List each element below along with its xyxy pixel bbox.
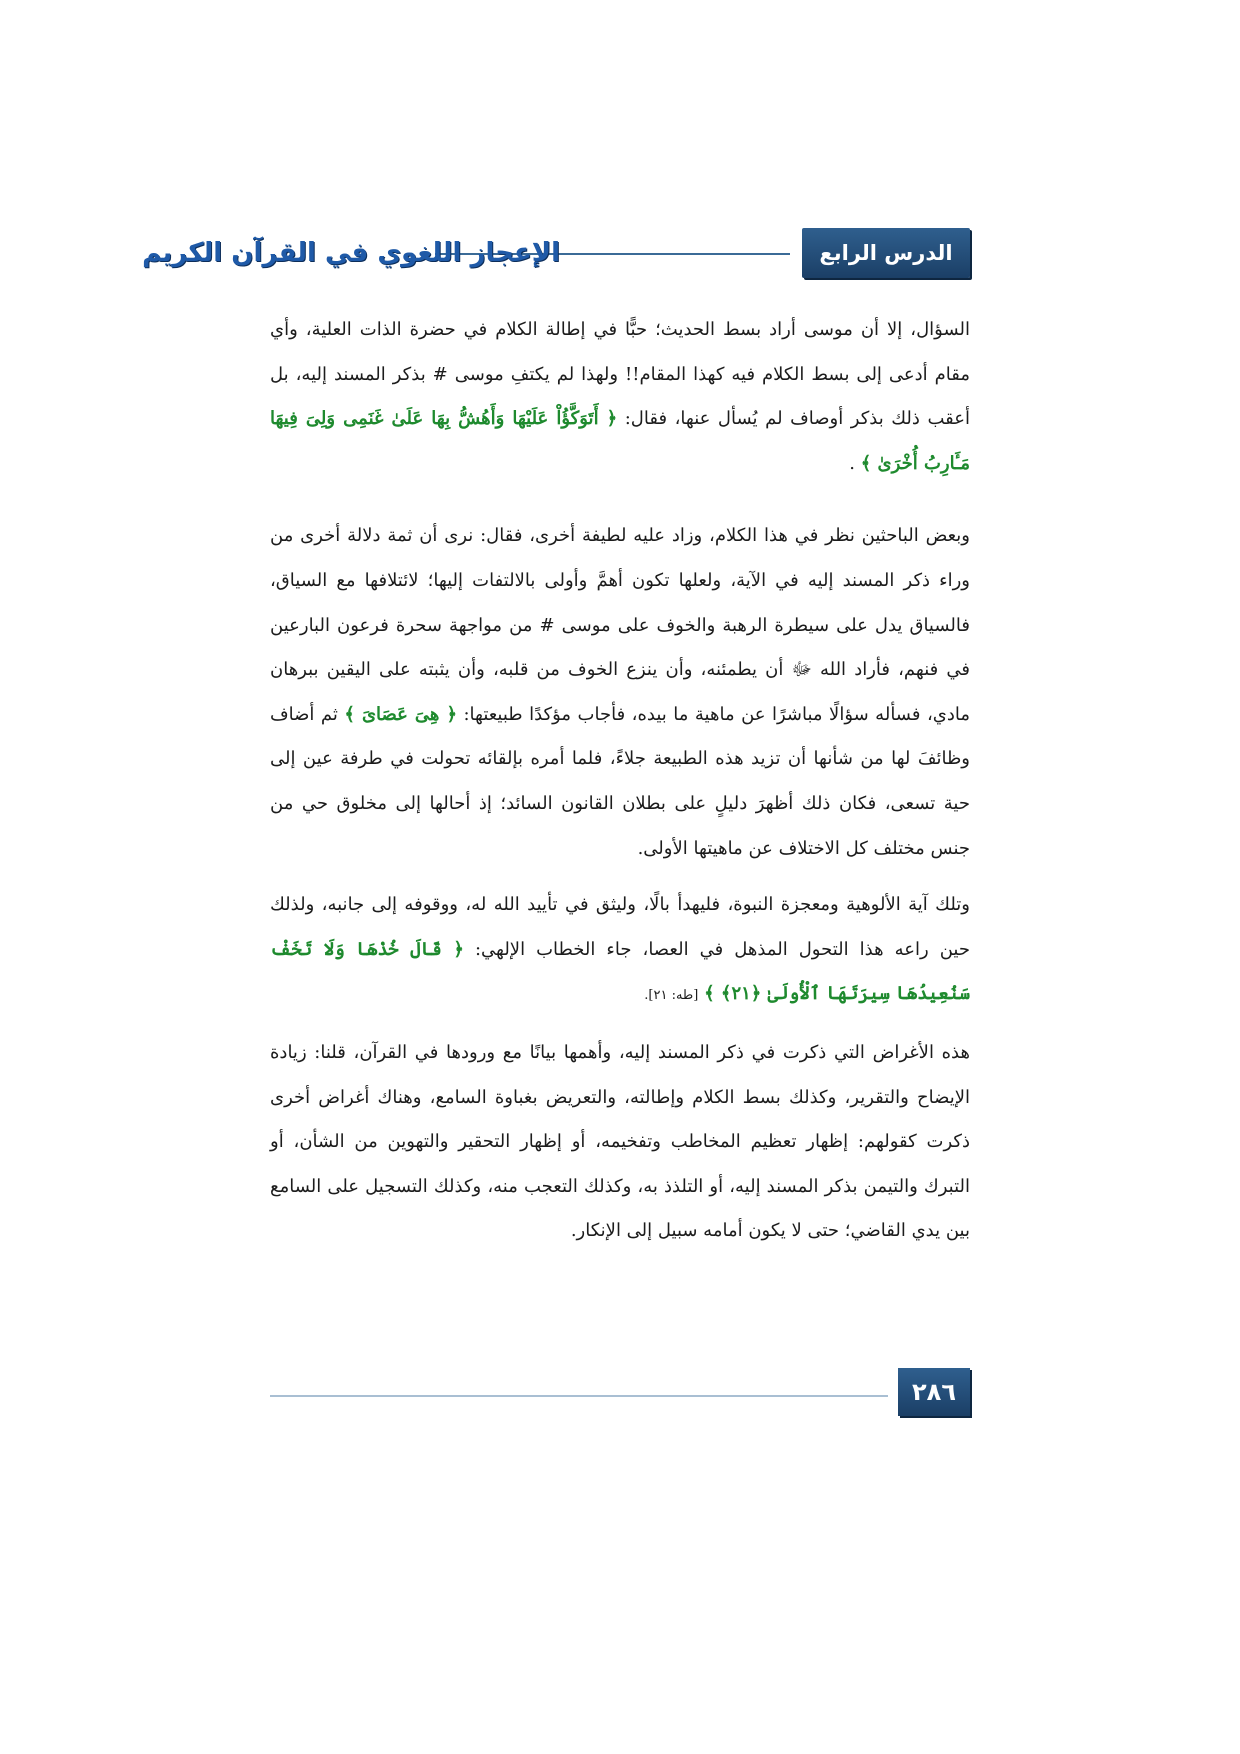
paragraph-3-text: وتلك آية الألوهية ومعجزة النبوة، فليهدأ بالًا، وليثق في تأييد الله له، ووقوفه إلى جانبه، ولذلك حين راعه هذا التحول المذهل في العصا، جاء الخطاب الإلهي:: [270, 894, 970, 960]
page-content: [270, 308, 970, 1254]
book-title: الإعجاز اللغوي في القرآن الكريم: [142, 238, 560, 268]
quran-verse-1: ﴿ أَتَوَكَّؤُاْ عَلَيْهَا وَأَهُشُّ بِهَا عَلَىٰ غَنَمِى وَلِىَ فِيهَا مَـَٔارِبُ أُخْرَىٰ ﴾: [270, 408, 970, 474]
page-footer: [270, 1368, 970, 1418]
paragraph-2: [270, 514, 970, 871]
quran-verse-3: ﴿ قَالَ خُذْهَا وَلَا تَخَفْ سَنُعِيدُهَا سِيرَتَهَا ٱلْأُولَىٰ ﴿٢١﴾ ﴾: [270, 938, 970, 1005]
lesson-label-box: [802, 228, 970, 315]
paragraph-4-text: هذه الأغراض التي ذكرت في ذكر المسند إليه، وأهمها بيانًا مع ورودها في القرآن، قلنا: زيادة الإيضاح والتقرير، وكذلك بسط الكلام وإطالته، والتعريض بغباوة السامع، وهناك أغراض أخرى ذكرت كقولهم: إظهار تعظيم المخاطب وتفخيمه، أو إظهار التحقير والتهوين من الشأن، أو التبرك والتيمن بذكر المسند إليه، أو التلذذ به، وكذلك التعجب منه، وكذلك التسجيل على السامع بين يدي القاضي؛ حتى لا يكون أمامه سبيل إلى الإنكار.: [270, 1041, 970, 1242]
footer-divider: [270, 1395, 888, 1397]
paragraph-1: [270, 308, 970, 486]
verse-reference: [طه: ٢١].: [644, 988, 699, 1004]
page-number: ٢٨٦: [912, 1378, 956, 1406]
paragraph-3: [270, 883, 970, 1019]
paragraph-gap: [270, 486, 970, 514]
paragraph-4: [270, 1031, 970, 1254]
page-header: [142, 228, 970, 315]
lesson-title: الدرس الرابع عشر: [819, 241, 953, 315]
page-number-box: [898, 1368, 970, 1416]
paragraph-1-text: السؤال، إلا أن موسى أراد بسط الحديث؛ حبًّا في إطالة الكلام في حضرة الذات العلية، وأي مقام أدعى إلى بسط الكلام فيه كهذا المقام!! ولهذا لم يكتفِ موسى # بذكر المسند إليه، بل أعقب ذلك بذكر أوصاف لم يُسأل عنها، فقال:: [270, 319, 970, 430]
paragraph-2-text-a: وبعض الباحثين نظر في هذا الكلام، وزاد عليه لطيفة أخرى، فقال: نرى أن ثمة دلالة أخرى من وراء ذكر المسند إليه في الآية، ولعلها تكون أهمَّ وأولى بالالتفات إليها؛ لائتلافها مع السياق، فالسياق يدل على سيطرة الرهبة والخوف على موسى # من مواجهة سحرة فرعون البارعين في فنهم، فأراد الله ﷻ أن يطمئنه، وأن ينزع الخوف من قلبه، وأن يثبته على اليقين ببرهان مادي، فسأله سؤالًا مباشرًا عن ماهية ما بيده، فأجاب مؤكدًا طبيعتها:: [270, 525, 970, 725]
paragraph-1-tail: .: [849, 452, 861, 474]
paragraph-2-text-b: ثم أضاف وظائفَ لها من شأنها أن تزيد هذه الطبيعة جلاءً، فلما أمره بإلقائه تحولت في طرفة عين إلى حية تسعى، فكان ذلك أظهرَ دليلٍ على بطلان القانون السائد؛ إذ أحالها إلى مخلوق حي من جنس مختلف كل الاختلاف عن ماهيتها الأولى.: [270, 703, 970, 859]
quran-verse-2: ﴿ هِىَ عَصَاىَ ﴾: [344, 703, 457, 725]
